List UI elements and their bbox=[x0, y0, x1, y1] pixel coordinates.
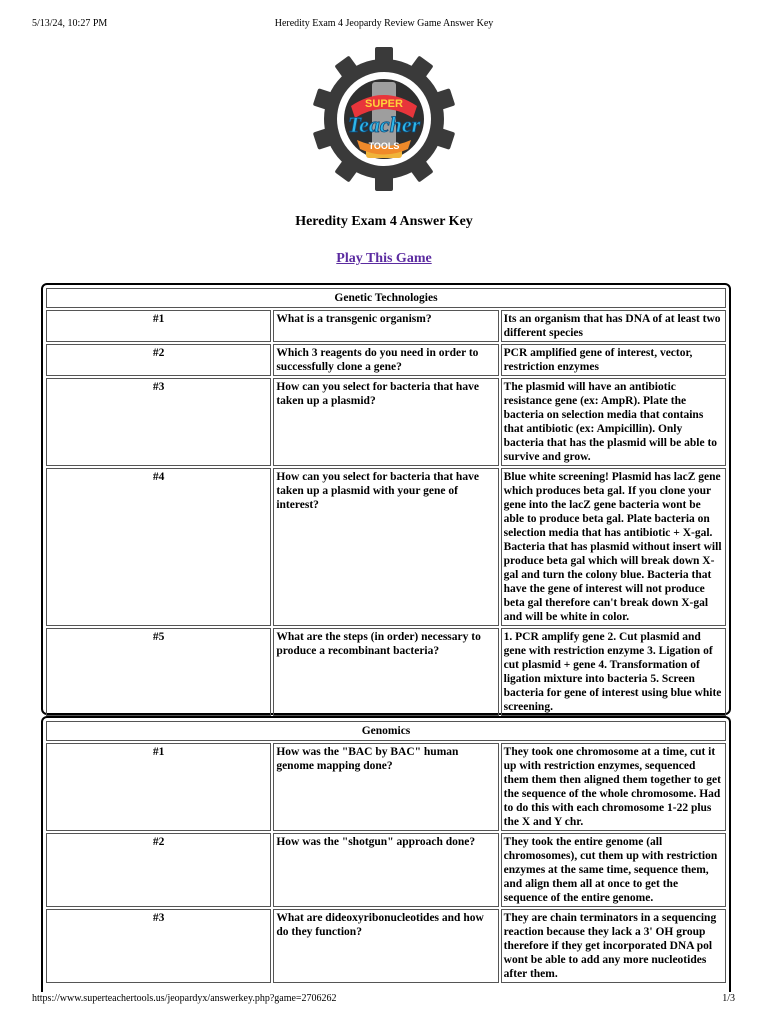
answer-text: Its an organism that has DNA of at least two different species bbox=[501, 310, 726, 342]
answer-text: They took one chromosome at a time, cut it up with restriction enzymes, sequenced them them then aligned them together to get the sequence of the whole chromosome. Had to do this with each chromosome 1-22 plus the X and Y chr. bbox=[501, 743, 726, 831]
question-number: #2 bbox=[46, 833, 271, 907]
answer-text: They are chain terminators in a sequencing reaction because they lack a 3' OH group therefore if they get incorporated DNA pol wont be able to add any more nucleotides after them. bbox=[501, 909, 726, 983]
table-row bbox=[46, 743, 726, 831]
question-number: #3 bbox=[46, 378, 271, 466]
question-text: What are dideoxyribonucleotides and how do they function? bbox=[273, 909, 498, 983]
answer-text: PCR amplified gene of interest, vector, restriction enzymes bbox=[501, 344, 726, 376]
play-game-link[interactable]: Play This Game bbox=[336, 251, 432, 266]
table-row bbox=[46, 909, 726, 983]
questions-table bbox=[44, 286, 728, 718]
question-text: How was the "shotgun" approach done? bbox=[273, 833, 498, 907]
print-url: https://www.superteachertools.us/jeopardyx/answerkey.php?game=2706262 bbox=[32, 993, 337, 1004]
question-text: Which 3 reagents do you need in order to successfully clone a gene? bbox=[273, 344, 498, 376]
question-number: #1 bbox=[46, 310, 271, 342]
table-row bbox=[46, 310, 726, 342]
logo-word-teacher: Teacher bbox=[347, 112, 421, 137]
table-row bbox=[46, 344, 726, 376]
page-title: Heredity Exam 4 Answer Key bbox=[295, 214, 473, 229]
question-text: How was the "BAC by BAC" human genome mapping done? bbox=[273, 743, 498, 831]
section-genetic-technologies bbox=[41, 283, 731, 715]
question-text: What are the steps (in order) necessary to produce a recombinant bacteria? bbox=[273, 628, 498, 716]
question-text: What is a transgenic organism? bbox=[273, 310, 498, 342]
section-genomics bbox=[41, 716, 731, 992]
super-teacher-tools-logo bbox=[309, 44, 459, 194]
question-text: How can you select for bacteria that have taken up a plasmid? bbox=[273, 378, 498, 466]
table-row bbox=[46, 833, 726, 907]
logo-word-tools: TOOLS bbox=[368, 141, 400, 151]
answer-text: They took the entire genome (all chromosomes), cut them up with restriction enzymes at the same time, sequence them, and align them all at once to get the sequence of the entire genome. bbox=[501, 833, 726, 907]
question-text: How can you select for bacteria that have taken up a plasmid with your gene of interest? bbox=[273, 468, 498, 626]
page-number: 1/3 bbox=[722, 993, 735, 1004]
table-row bbox=[46, 378, 726, 466]
section-header: Genetic Technologies bbox=[46, 288, 726, 308]
question-number: #2 bbox=[46, 344, 271, 376]
print-doc-title: Heredity Exam 4 Jeopardy Review Game Answer Key bbox=[274, 18, 494, 29]
question-number: #3 bbox=[46, 909, 271, 983]
section-header: Genomics bbox=[46, 721, 726, 741]
answer-text: Blue white screening! Plasmid has lacZ gene which produces beta gal. If you clone your gene into the lacZ gene bacteria wont be able to produce beta gal. Plate bacteria on selection media that has antibiotic + X-gal. Bacteria that has plasmid without insert will produce beta gal which will break down X-gal and turn the colony blue. Bacteria that have the gene of interest will not produce beta gal therefore can't break down X-gal and will be white in color. bbox=[501, 468, 726, 626]
table-row bbox=[46, 628, 726, 716]
table-row bbox=[46, 468, 726, 626]
question-number: #5 bbox=[46, 628, 271, 716]
questions-table bbox=[44, 719, 728, 985]
print-datetime: 5/13/24, 10:27 PM bbox=[32, 18, 108, 29]
logo-word-super: SUPER bbox=[365, 98, 403, 110]
question-number: #4 bbox=[46, 468, 271, 626]
answer-text: The plasmid will have an antibiotic resistance gene (ex: AmpR). Plate the bacteria on selection media that contains that antibiotic (ex: Ampicillin). Only bacteria that has the plasmid will be able to survive and grow. bbox=[501, 378, 726, 466]
answer-text: 1. PCR amplify gene 2. Cut plasmid and gene with restriction enzyme 3. Ligation of cut plasmid + gene 4. Transformation of ligation mixture into bacteria 5. Screen bacteria for gene of interest using blue white screening. bbox=[501, 628, 726, 716]
question-number: #1 bbox=[46, 743, 271, 831]
